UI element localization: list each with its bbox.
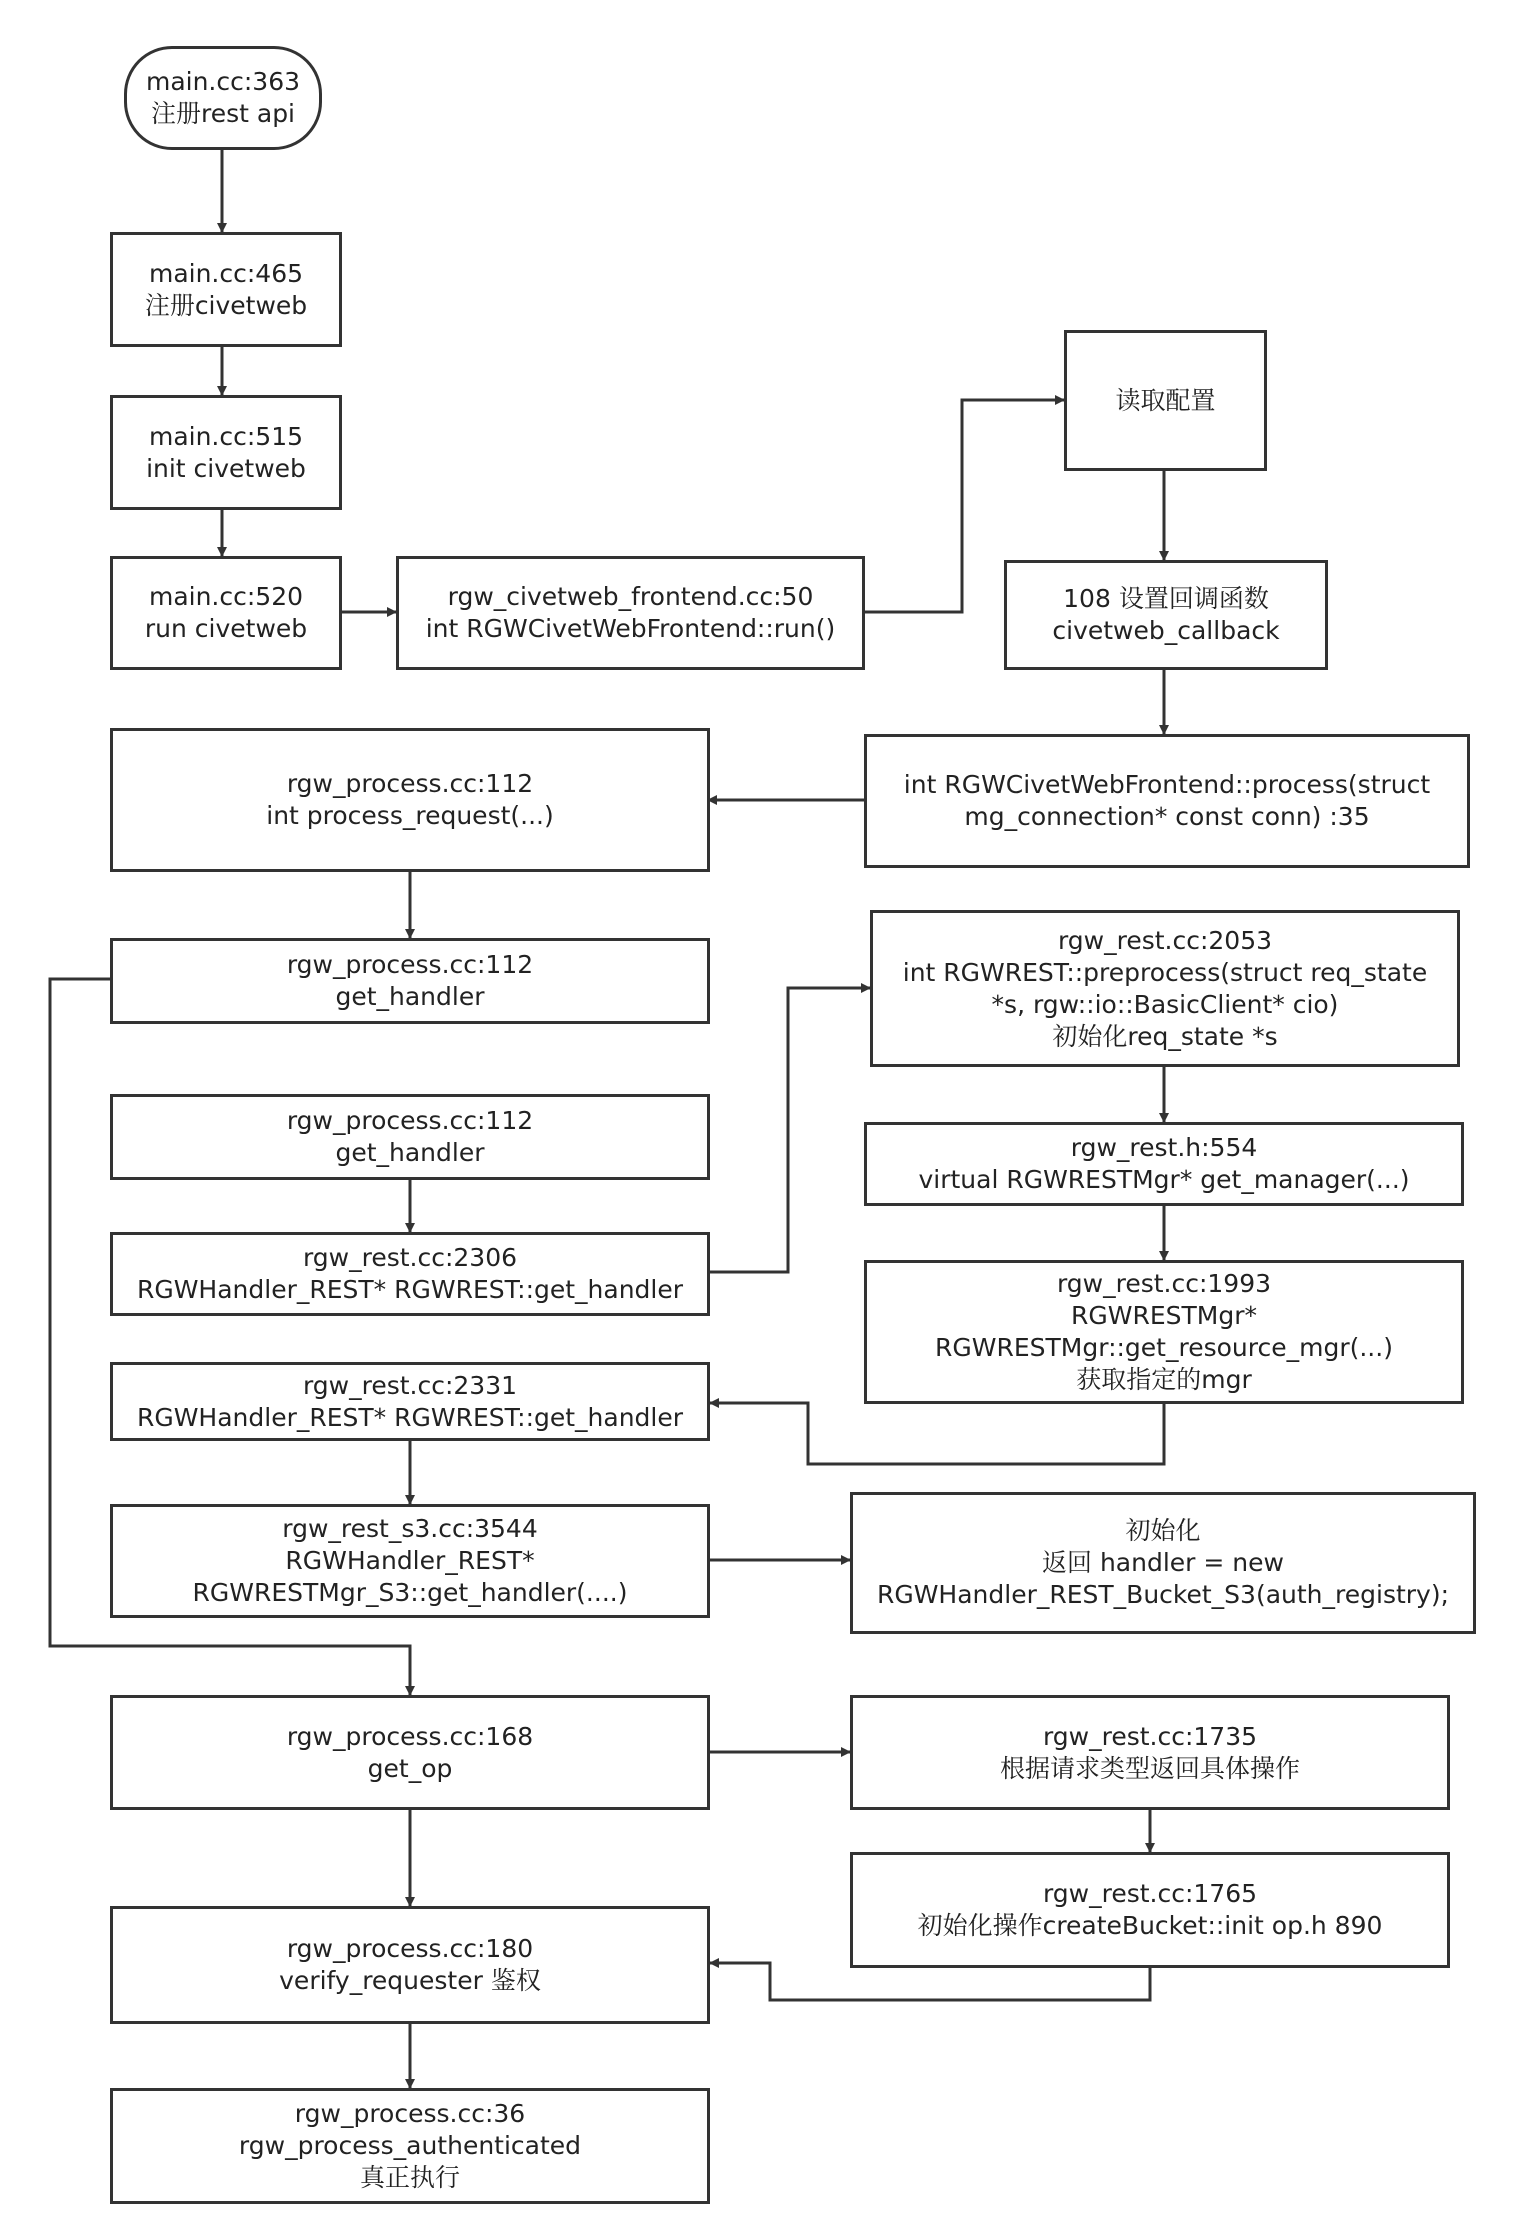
node-line: RGWHandler_REST* RGWREST::get_handler bbox=[136, 1275, 684, 1304]
node-line: rgw_rest.cc:1993 bbox=[1056, 1269, 1272, 1298]
node-line: rgw_rest.cc:2331 bbox=[302, 1370, 518, 1400]
node-line: main.cc:363 bbox=[145, 67, 301, 96]
node-line: rgw_rest.cc:2306 bbox=[302, 1243, 518, 1272]
node-line: *s, rgw::io::BasicClient* cio) bbox=[991, 989, 1339, 1019]
edge-n15-n16 bbox=[710, 1403, 1164, 1464]
edge-n12-n13 bbox=[708, 988, 870, 1272]
node-process-authenticated bbox=[110, 2088, 710, 2204]
node-get-op bbox=[110, 1695, 710, 1810]
node-line: rgw_rest.h:554 bbox=[1070, 1133, 1258, 1162]
node-verify-requester bbox=[110, 1906, 710, 2024]
node-line: RGWHandler_REST* bbox=[285, 1546, 535, 1575]
node-get-handler-a bbox=[110, 938, 710, 1024]
node-line: main.cc:515 bbox=[148, 421, 304, 451]
node-line: get_handler bbox=[335, 982, 485, 1011]
node-line: rgw_process.cc:112 bbox=[286, 1106, 534, 1135]
node-get-handler-b bbox=[110, 1094, 710, 1180]
node-line: 初始化req_state *s bbox=[1052, 1021, 1278, 1051]
node-line: get_op bbox=[367, 1753, 453, 1783]
node-line: int RGWREST::preprocess(struct req_state bbox=[902, 957, 1428, 987]
node-line: rgw_process.cc:36 bbox=[294, 2099, 526, 2128]
node-line: rgw_rest.cc:1765 bbox=[1042, 1879, 1258, 1908]
node-line: RGWHandler_REST* RGWREST::get_handler bbox=[136, 1402, 684, 1432]
node-line: rgw_process_authenticated bbox=[238, 2131, 582, 2160]
node-get-resource-mgr bbox=[864, 1260, 1464, 1404]
node-process-request bbox=[110, 728, 710, 872]
edge-n21-n22 bbox=[710, 1963, 1150, 2000]
node-set-callback bbox=[1004, 560, 1328, 670]
node-line: rgw_rest.cc:1735 bbox=[1042, 1721, 1258, 1751]
node-line: main.cc:465 bbox=[148, 258, 304, 288]
node-line: rgw_process.cc:180 bbox=[286, 1934, 534, 1963]
node-line: get_handler bbox=[335, 1138, 485, 1167]
node-line: civetweb_callback bbox=[1052, 616, 1280, 645]
node-init-bucket-handler bbox=[850, 1492, 1476, 1634]
node-line: 注册rest api bbox=[150, 99, 296, 128]
node-line: 108 设置回调函数 bbox=[1063, 584, 1269, 613]
start-node-register-rest-api bbox=[124, 46, 322, 150]
node-line: 初始化操作createBucket::init op.h 890 bbox=[917, 1911, 1383, 1940]
node-line: 返回 handler = new bbox=[1042, 1548, 1284, 1577]
node-register-civetweb bbox=[110, 232, 342, 347]
node-line: int process_request(...) bbox=[266, 801, 554, 830]
node-rest-get-handler-2306 bbox=[110, 1232, 710, 1316]
node-init-op bbox=[850, 1852, 1450, 1968]
node-frontend-process bbox=[864, 734, 1470, 868]
node-line: run civetweb bbox=[144, 614, 308, 643]
node-line: verify_requester 鉴权 bbox=[279, 1966, 541, 1995]
node-line: rgw_process.cc:112 bbox=[286, 950, 534, 979]
node-line: init civetweb bbox=[146, 453, 306, 483]
node-line: 根据请求类型返回具体操作 bbox=[999, 1753, 1300, 1783]
node-line: main.cc:520 bbox=[148, 582, 304, 611]
node-civetweb-frontend-run bbox=[396, 556, 865, 670]
node-line: virtual RGWRESTMgr* get_manager(...) bbox=[918, 1165, 1410, 1194]
node-line: 注册civetweb bbox=[144, 290, 308, 320]
node-line: rgw_process.cc:168 bbox=[286, 1721, 534, 1751]
node-line: RGWHandler_REST_Bucket_S3(auth_registry); bbox=[876, 1580, 1450, 1609]
node-init-civetweb bbox=[110, 395, 342, 510]
node-line: int RGWCivetWebFrontend::run() bbox=[425, 614, 836, 643]
node-line: rgw_civetweb_frontend.cc:50 bbox=[447, 582, 814, 611]
node-line: RGWRESTMgr_S3::get_handler(....) bbox=[192, 1578, 628, 1607]
node-line: int RGWCivetWebFrontend::process(struct bbox=[903, 770, 1431, 799]
node-get-manager bbox=[864, 1122, 1464, 1206]
node-read-config bbox=[1064, 330, 1267, 471]
node-line: RGWRESTMgr* bbox=[1071, 1301, 1257, 1330]
node-line: RGWRESTMgr::get_resource_mgr(...) bbox=[935, 1333, 1393, 1362]
node-line: 获取指定的mgr bbox=[1076, 1365, 1252, 1394]
node-line: mg_connection* const conn) :35 bbox=[964, 802, 1370, 831]
node-line: rgw_rest_s3.cc:3544 bbox=[282, 1514, 538, 1543]
node-line: rgw_rest.cc:2053 bbox=[1057, 925, 1273, 955]
node-line: 初始化 bbox=[1125, 1516, 1201, 1545]
node-line: rgw_process.cc:112 bbox=[286, 769, 534, 798]
node-line: 读取配置 bbox=[1115, 385, 1216, 415]
node-return-op bbox=[850, 1695, 1450, 1810]
node-rest-get-handler-2331 bbox=[110, 1362, 710, 1441]
node-s3-get-handler bbox=[110, 1504, 710, 1618]
node-run-civetweb bbox=[110, 556, 342, 670]
node-rest-preprocess bbox=[870, 910, 1460, 1067]
node-line: 真正执行 bbox=[359, 2163, 460, 2192]
